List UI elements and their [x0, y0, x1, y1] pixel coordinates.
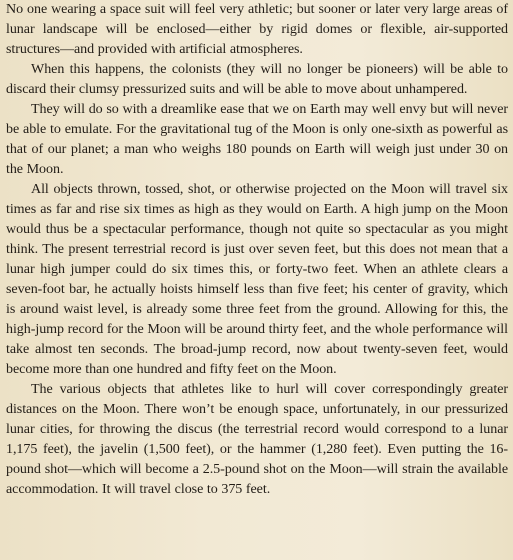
- paragraph-lunar-gravity: They will do so with a dreamlike ease that we on Earth may well envy but will never be able to emulate. For the gravitational tug of the Moon is only one-sixth as powerful as that of our planet; a man who weighs 180 pounds on Earth will weigh just under 30 on the Moon.: [6, 101, 508, 178]
- paragraph-throwing: The various objects that athletes like to hurl will cover correspondingly greater distances on the Moon. There won’t be enough space, unfortunately, in our pressurized lunar cities, for throwing the discus (the terrestrial record would correspond to a lunar 1,175 feet), the javelin (1,500 feet), or the hammer (1,280 feet). Even putting the 16-pound shot—which will become a 2.5-pound shot on the Moon—will strain the available accommodation. It will travel close to 375 feet.: [6, 381, 508, 498]
- paragraph-space-suit: No one wearing a space suit will feel very athletic; but sooner or later very large areas of lunar landscape will be enclosed—either by rigid domes or flexible, air-supported structures—and provided with artificial atmospheres.: [6, 1, 508, 58]
- paragraph-jumping: All objects thrown, tossed, shot, or otherwise projected on the Moon will travel six times as far and rise six times as high as they would on Earth. A high jump on the Moon would thus be a spectacular performance, though not quite so spectacular as you might think. The present terrestrial record is just over seven feet, but this does not mean that a lunar high jumper could do six times this, or forty-two feet. When an athlete clears a seven-foot bar, he actually hoists himself less than five feet; his center of gravity, which is around waist level, is already some three feet from the ground. Allowing for this, the high-jump record for the Moon will be around thirty feet, and the whole performance will take almost ten seconds. The broad-jump record, now about twenty-seven feet, would become more than one hundred and fifty feet on the Moon.: [6, 181, 508, 378]
- page-text: [6, 0, 508, 499]
- paragraph-colonists: When this happens, the colonists (they will no longer be pioneers) will be able to discard their clumsy pressurized suits and will be able to move about unhampered.: [6, 61, 508, 98]
